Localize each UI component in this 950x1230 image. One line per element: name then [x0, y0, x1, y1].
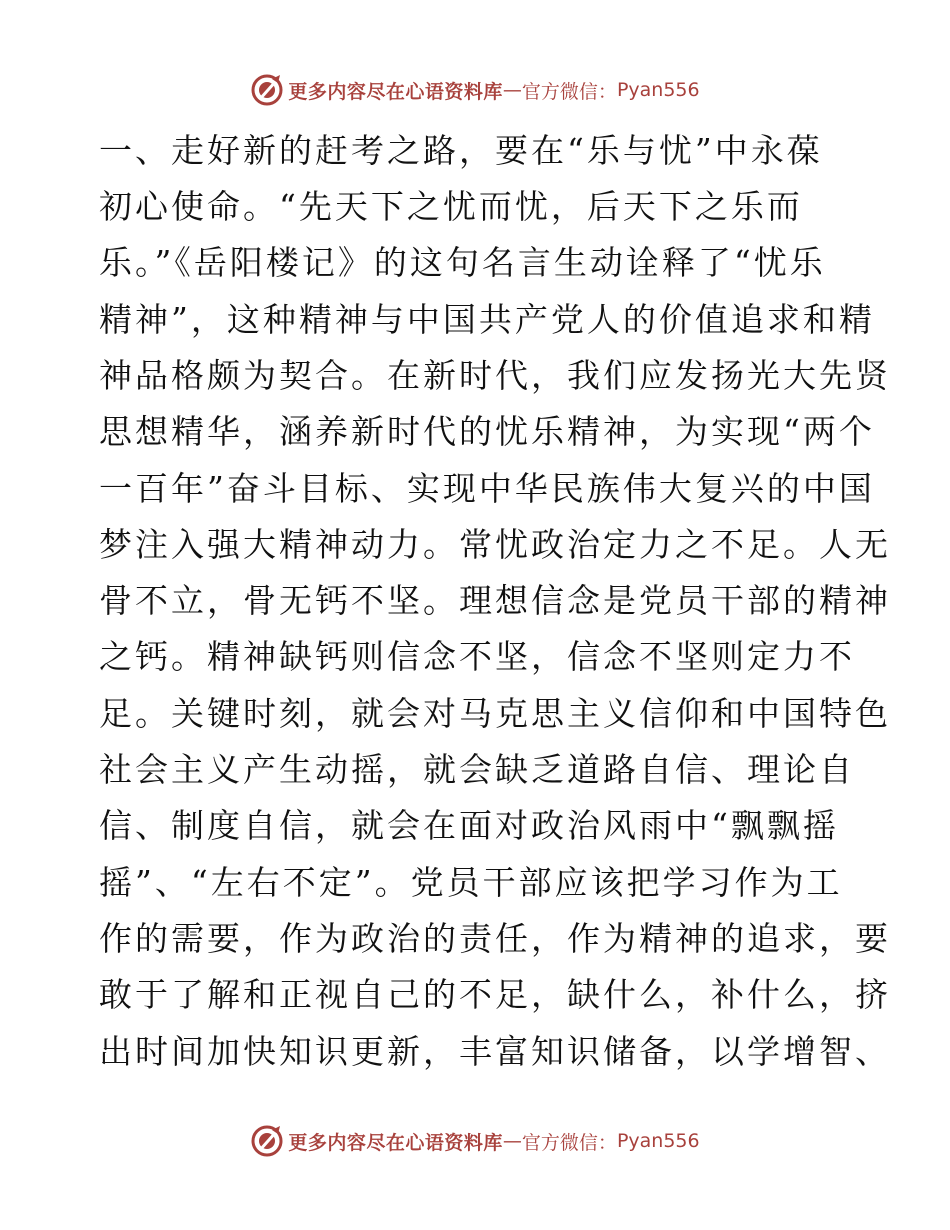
body-line: 摇”、“左右不定”。党员干部应该把学习作为工 [99, 863, 843, 902]
header-wechat-id: Pyan556 [616, 79, 700, 101]
body-line: 骨不立，骨无钙不坚。理想信念是党员干部的精神 [99, 581, 891, 620]
header-banner [0, 73, 950, 107]
body-line: 敢于了解和正视自己的不足，缺什么，补什么，挤 [99, 975, 891, 1014]
body-line: 思想精华，涵养新时代的忧乐精神，为实现“两个 [99, 412, 875, 451]
footer-wechat-id: Pyan556 [616, 1130, 700, 1152]
header-wechat-label: 官方微信： [521, 80, 617, 103]
body-line: 之钙。精神缺钙则信念不坚，信念不坚则定力不 [99, 637, 855, 676]
footer-banner [0, 1124, 950, 1158]
body-line: 一、走好新的赶考之路，要在“乐与忧”中永葆 [99, 131, 823, 170]
body-line: 神品格颇为契合。在新时代，我们应发扬光大先贤 [99, 356, 891, 395]
body-line: 初心使命。“先天下之忧而忧，后天下之乐而 [99, 187, 803, 226]
footer-site-text: 更多内容尽在心语资料库 [288, 1131, 503, 1154]
body-line: 梦注入强大精神动力。常忧政治定力之不足。人无 [99, 525, 891, 564]
body-line: 信、制度自信，就会在面对政治风雨中“飘飘摇 [99, 806, 839, 845]
header-dash: — [502, 79, 522, 101]
brand-logo-icon [250, 73, 284, 107]
header-site-text: 更多内容尽在心语资料库 [288, 80, 503, 103]
footer-dash: — [502, 1130, 522, 1152]
body-line: 精神”，这种精神与中国共产党人的价值追求和精 [99, 300, 875, 339]
body-line: 出时间加快知识更新，丰富知识储备，以学增智、 [99, 1032, 891, 1071]
body-line: 乐。”《岳阳楼记》的这句名言生动诠释了“忧乐 [99, 243, 826, 282]
brand-logo-icon [250, 1124, 284, 1158]
body-line: 一百年”奋斗目标、实现中华民族伟大复兴的中国 [99, 469, 875, 508]
footer-wechat-label: 官方微信： [521, 1131, 617, 1154]
body-line: 作的需要，作为政治的责任，作为精神的追求，要 [99, 919, 891, 958]
body-line: 社会主义产生动摇，就会缺乏道路自信、理论自 [99, 750, 855, 789]
body-line: 足。关键时刻，就会对马克思主义信仰和中国特色 [99, 694, 891, 733]
